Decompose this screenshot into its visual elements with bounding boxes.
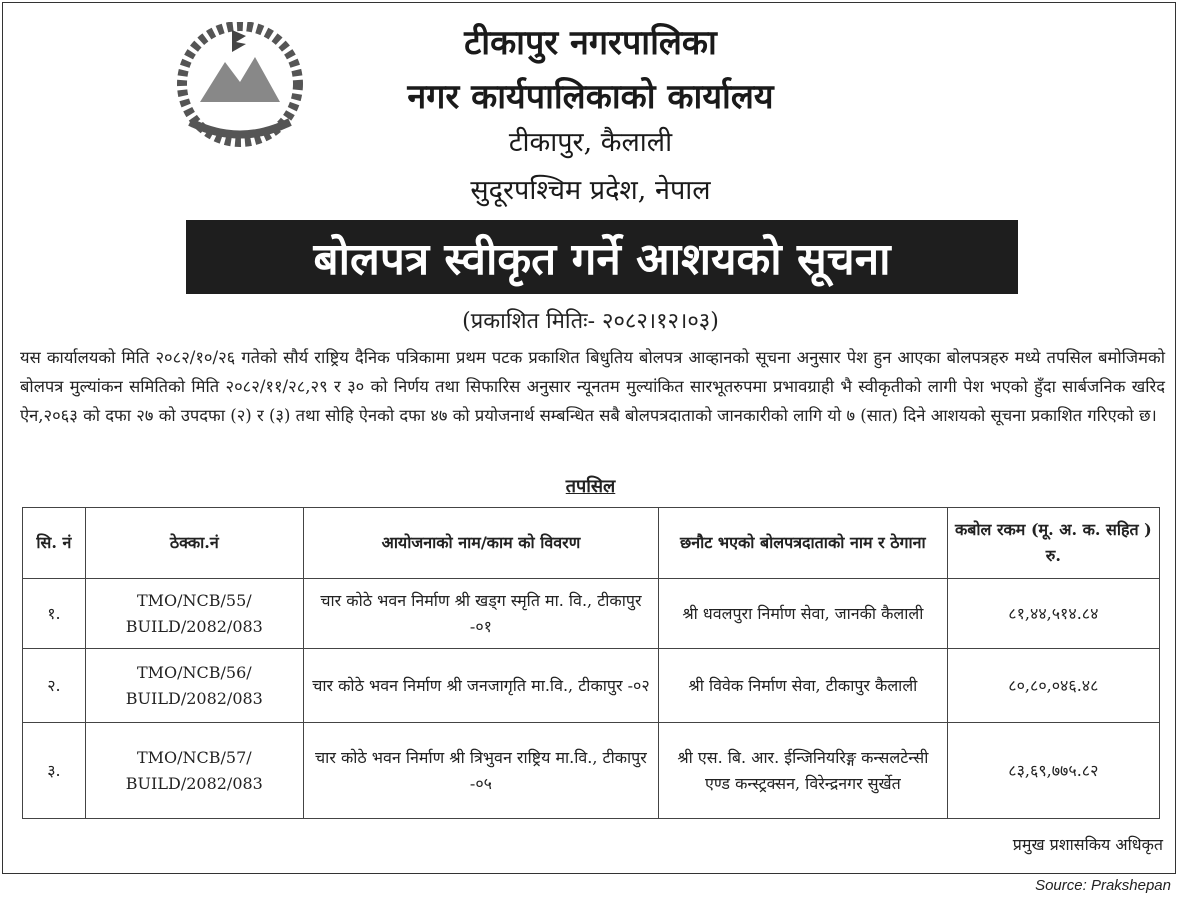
notice-body: यस कार्यालयको मिति २०८२/१०/२६ गतेको सौर्य राष्ट्रिय दैनिक पत्रिकामा प्रथम पटक प्रकाशित बिधुतिय बोलपत्र आव्हानको सूचना अनुसार पेश हुन आएका बोलपत्रहरु मध्ये तपसिल बमोजिमको बोलपत्र मुल्यांकन समितिको मिति २०८२/११/२८,२९ र ३० को निर्णय तथा सिफारिस अनुसार न्यूनतम मुल्यांकित सारभूतरुपमा प्रभावग्राही भै स्वीकृतीको लागी पेश भएको हुँदा सार्बजनिक खरिद ऐन,२०६३ को दफा २७ को उपदफा (२) र (३) तथा सोहि ऐनको दफा ४७ को प्रयोजनार्थ सम्बन्धित सबै बोलपत्रदाताको जानकारीको लागि यो ७ (सात) दिने आशयको सूचना प्रकाशित गरिएको छ। [20, 348, 1165, 425]
cell-amount: ८०,८०,०४६.४८ [947, 649, 1159, 723]
table-header-row [23, 508, 1160, 579]
header-project: आयोजनाको नाम/काम को विवरण [303, 508, 658, 579]
cell-project: चार कोठे भवन निर्माण श्री जनजागृति मा.वि., टीकापुर -०२ [303, 649, 658, 723]
header-contract-no: ठेक्का.नं [85, 508, 303, 579]
cell-amount: ८१,४४,५१४.८४ [947, 579, 1159, 649]
bid-table [22, 507, 1160, 819]
cell-project: चार कोठे भवन निर्माण श्री खड्ग स्मृति मा. वि., टीकापुर -०१ [303, 579, 658, 649]
cell-sn: १. [23, 579, 86, 649]
cell-contract-no: TMO/NCB/55/ BUILD/2082/083 [85, 579, 303, 649]
table-row [23, 579, 1160, 649]
cell-bidder: श्री धवलपुरा निर्माण सेवा, जानकी कैलाली [659, 579, 948, 649]
header-bidder: छनौट भएको बोलपत्रदाताको नाम र ठेगाना [659, 508, 948, 579]
municipality-name: टीकापुर नगरपालिका [464, 23, 717, 63]
cell-bidder: श्री विवेक निर्माण सेवा, टीकापुर कैलाली [659, 649, 948, 723]
header-sn: सि. नं [23, 508, 86, 579]
cell-project: चार कोठे भवन निर्माण श्री त्रिभुवन राष्ट्रिय मा.वि., टीकापुर -०५ [303, 723, 658, 819]
cell-contract-no: TMO/NCB/57/ BUILD/2082/083 [85, 723, 303, 819]
cell-bidder: श्री एस. बि. आर. ईन्जिनियरिङ्ग कन्सलटेन्सी एण्ड कन्स्ट्रक्सन, विरेन्द्रनगर सुर्खेत [659, 723, 948, 819]
cell-contract-no: TMO/NCB/56/ BUILD/2082/083 [85, 649, 303, 723]
signatory-title: प्रमुख प्रशासकिय अधिकृत [1012, 835, 1163, 854]
published-date: (प्रकाशित मितिः- २०८२।१२।०३) [462, 309, 719, 334]
notice-title-banner: बोलपत्र स्वीकृत गर्ने आशयको सूचना [186, 220, 1018, 294]
table-row [23, 649, 1160, 723]
cell-amount: ८३,६९,७७५.८२ [947, 723, 1159, 819]
office-name: नगर कार्यपालिकाको कार्यालय [407, 77, 774, 117]
office-location: टीकापुर, कैलाली [508, 127, 673, 158]
province-country: सुदूरपश्चिम प्रदेश, नेपाल [470, 175, 711, 206]
table-row [23, 723, 1160, 819]
cell-sn: ३. [23, 723, 86, 819]
cell-sn: २. [23, 649, 86, 723]
header-amount: कबोल रकम (मू. अ. क. सहित ) रु. [947, 508, 1159, 579]
source-credit: Source: Prakshepan [1035, 877, 1171, 894]
table-title: तपसिल [565, 476, 616, 497]
